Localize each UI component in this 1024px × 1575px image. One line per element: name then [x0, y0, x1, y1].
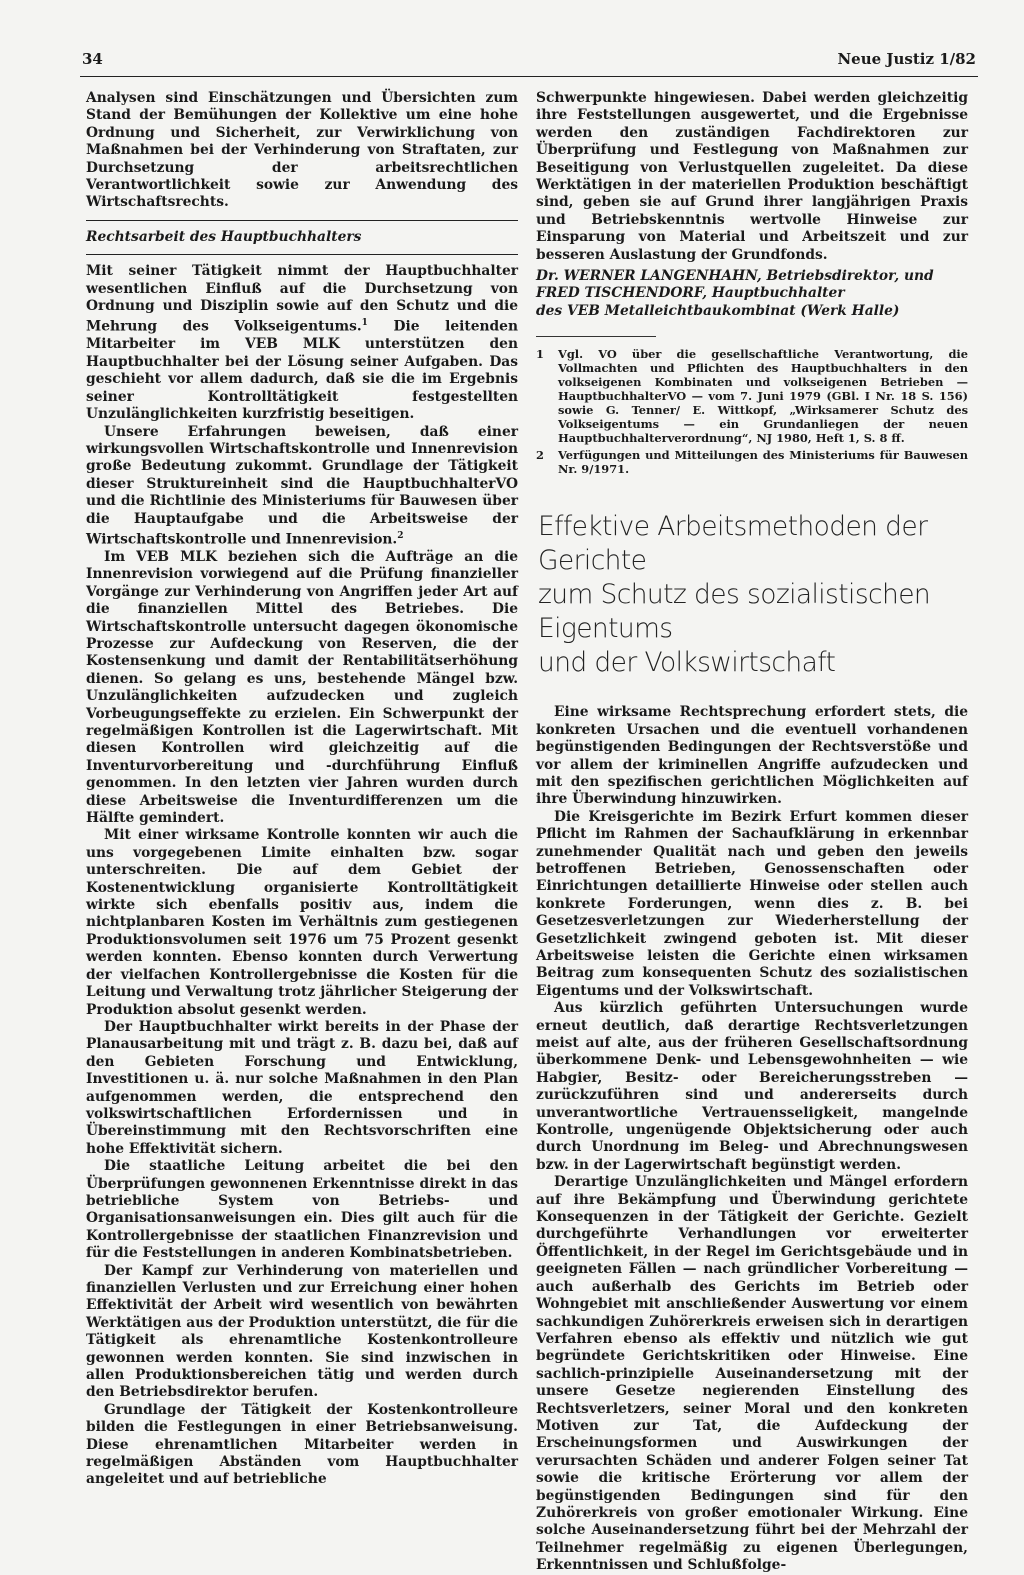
author-line: des VEB Metalleichtbaukombinat (Werk Halle)	[536, 302, 900, 319]
paragraph: Im VEB MLK beziehen sich die Aufträge an die Innenrevision vorwiegend auf die Prüfung finanzieller Vorgänge zur Verhinderung von Angriffen jeder Art auf die finanziellen Mittel des Betriebes. Die Wirtschaftskontrolle untersucht dagegen ökonomische Prozesse zur Aufdeckung von Reserven, die der Kostensenkung und damit der Rentabilitätserhöhung dienen. So gelang es uns, bestehende Mängel bzw. Unzulänglichkeiten aufzudecken und zugleich Vorbeugungseffekte zu erzielen. Ein Schwerpunkt der regelmäßigen Kontrollen ist die Lagerwirtschaft. Mit diesen Kontrollen wird gleichzeitig auf die Inventurvorbereitung und -durchführung Einfluß genommen. In den letzten vier Jahren wurden durch diese Arbeitsweise die Inventurdifferenzen um die Hälfte gemindert.	[86, 548, 518, 827]
section-rule-bottom	[86, 254, 518, 255]
paragraph-text: Die leitenden Mitarbeiter im VEB MLK unterstützen den Hauptbuchhalter bei der Lösung seiner Aufgaben. Das geschieht vor allem dadurch, daß sie die im Ergebnis seiner Kontrolltätigkeit festgestellten Unzulänglichkeiten kurzfristig beseitigen.	[86, 319, 518, 423]
paragraph: Die Kreisgerichte im Bezirk Erfurt kommen dieser Pflicht im Rahmen der Sachaufklärung in erkennbar zunehmender Qualität nach und geben den jeweils betroffenen Betrieben, Genossenschaften oder Einrichtungen detaillierte Hinweise oder stellen auch konkrete Forderungen, wenn dies z. B. bei Gesetzesverletzungen zur Wiederherstellung der Gesetzlichkeit zwingend geboten ist. Mit dieser Arbeitsweise leisten die Gerichte einen wirksamen Beitrag zum konsequenten Schutz des sozialistischen Eigentums und der Volkswirtschaft.	[536, 808, 968, 999]
journal-reference: Neue Justiz 1/82	[837, 50, 976, 68]
footnote-text: Verfügungen und Mitteilungen des Ministeriums für Bauwesen Nr. 9/1971.	[558, 448, 968, 477]
paragraph: Aus kürzlich geführten Untersuchungen wurde erneut deutlich, daß derartige Rechtsverletzungen meist auf alte, aus der früheren Gesellschaftsordnung überkommene Denk- und Lebensgewohnheiten — wie Habgier, Besitz- oder Bereicherungsstreben — zurückzuführen sind und andererseits durch unverantwortliche Vertrauensseligkeit, mangelnde Kontrolle, ungenügende Objektsicherung oder auch durch Unordnung im Beleg- und Abrechnungswesen bzw. in der Lagerwirtschaft begünstigt werden.	[536, 1000, 968, 1173]
paragraph: Die staatliche Leitung arbeitet die bei den Überprüfungen gewonnenen Erkenntnisse direkt in das betriebliche System von Betriebs- und Organisationsanweisungen ein. Dies gilt auch für die Kontrollergebnisse der staatlichen Finanzrevision und für die Feststellungen in anderen Kombinatsbetrieben.	[86, 1158, 518, 1262]
author-line: FRED TISCHENDORF, Hauptbuchhalter	[536, 285, 845, 302]
footnote	[536, 347, 968, 445]
paragraph: Eine wirksame Rechtsprechung erfordert stets, die konkreten Ursachen und die eventuell vorhandenen begünstigenden Bedingungen der Rechtsverstöße und vor allem der kriminellen Angriffe aufzudecken und mit den spezifischen gerichtlichen Möglichkeiten auf ihre Überwindung hinzuwirken.	[536, 704, 968, 808]
footnote-number: 2	[536, 448, 544, 463]
header-rule	[80, 76, 978, 77]
intro-paragraph: Analysen sind Einschätzungen und Übersichten zum Stand der Bemühungen der Kollektive um eine hohe Ordnung und Sicherheit, zur Verwirklichung von Maßnahmen bei der Verhinderung von Straftaten, zur Durchsetzung der arbeitsrechtlichen Verantwortlichkeit sowie zur Anwendung des Wirtschaftsrechts.	[86, 90, 518, 211]
paragraph: Grundlage der Tätigkeit der Kostenkontrolleure bilden die Festlegungen in einer Betriebsanweisung. Diese ehrenamtlichen Mitarbeiter werden in regelmäßigen Abständen vom Hauptbuchhalter angeleitet und auf betriebliche	[86, 1401, 518, 1488]
article-title-line: zum Schutz des sozialistischen Eigentums	[538, 579, 931, 645]
left-column	[86, 90, 518, 1489]
paragraph-text: Mit seiner Tätigkeit nimmt der Hauptbuchhalter wesentlichen Einfluß auf die Durchsetzung von Ordnung und Disziplin sowie auf den Schutz und die Mehrung des Volkseigentums.	[86, 263, 518, 336]
paragraph	[86, 424, 518, 549]
paragraph: Der Hauptbuchhalter wirkt bereits in der Phase der Planausarbeitung mit und trägt z. B. dazu bei, daß auf den Gebieten Forschung und Entwicklung, Investitionen u. ä. nur solche Maßnahmen in den Plan aufgenommen werden, die entsprechend den volkswirtschaftlichen Erfordernissen und in Übereinstimmung mit den Rechtsvorschriften eine hohe Effektivität sichern.	[86, 1018, 518, 1157]
footnote-rule	[536, 336, 656, 337]
footnote-ref: 1	[361, 318, 368, 329]
paragraph-text: Unsere Erfahrungen beweisen, daß einer wirkungsvollen Wirtschaftskontrolle und Innenrevision große Bedeutung zukommt. Grundlage der Tätigkeit dieser Struktureinheit sind die HauptbuchhalterVO und die Richtlinie des Ministeriums für Bauwesen über die Hauptaufgabe und die Arbeitsweise der Wirtschaftskontrolle und Innenrevision.	[86, 423, 518, 548]
paragraph	[86, 263, 518, 423]
footnote-ref: 2	[397, 530, 404, 541]
article-title-line: und der Volkswirtschaft	[538, 647, 836, 679]
article-title-line: Effektive Arbeitsmethoden der Gerichte	[538, 511, 928, 577]
paragraph: Mit einer wirksame Kontrolle konnten wir auch die uns vorgegebenen Limite einhalten bzw. sogar unterschreiten. Die auf dem Gebiet der Kostenentwicklung organisierte Kontrolltätigkeit wirkte sich ebenfalls positiv aus, indem die nichtplanbaren Kosten im Verhältnis zum gestiegenen Produktionsvolumen seit 1976 um 75 Prozent gesenkt werden konnten. Ebenso konnten durch Verwertung der vielfachen Kontrollergebnisse die Kosten für die Leitung und Verwaltung trotz jährlicher Steigerung der Produktion absolut gesenkt werden.	[86, 827, 518, 1018]
footnote	[536, 448, 968, 476]
section-heading: Rechtsarbeit des Hauptbuchhalters	[86, 228, 362, 245]
author-block	[536, 268, 968, 320]
right-column	[536, 90, 968, 1575]
section-rule-top	[86, 220, 518, 221]
footnote-number: 1	[536, 347, 544, 362]
author-line: Dr. WERNER LANGENHAHN, Betriebsdirektor, und	[536, 268, 934, 285]
paragraph-continuation: Schwerpunkte hingewiesen. Dabei werden gleichzeitig ihre Feststellungen ausgewertet, und die Ergebnisse werden den zuständigen Fachdirektoren zur Überprüfung und Festlegung von Maßnahmen zur Beseitigung von Verlustquellen zugeleitet. Da diese Werktätigen in der materiellen Produktion beschäftigt sind, geben sie auf Grund ihrer langjährigen Praxis und Betriebskenntnis wertvolle Hinweise zur Einsparung von Material und Arbeitszeit und zur besseren Auslastung der Grundfonds.	[536, 90, 968, 263]
paragraph: Der Kampf zur Verhinderung von materiellen und finanziellen Verlusten und zur Erreichung einer hohen Effektivität der Arbeit wird wesentlich von bewährten Werktätigen aus der Produktion unterstützt, die für die Tätigkeit als ehrenamtliche Kostenkontrolleure gewonnen werden konnten. Sie sind inzwischen in allen Produktionsbereichen tätig und werden durch den Betriebsdirektor berufen.	[86, 1262, 518, 1401]
paragraph: Derartige Unzulänglichkeiten und Mängel erfordern auf ihre Bekämpfung und Überwindung gerichtete Konsequenzen in der Tätigkeit der Gerichte. Gezielt durchgeführte Verhandlungen vor erweiterter Öffentlichkeit, in der Regel im Gerichtsgebäude und in geeigneten Fällen — nach gründlicher Vorbereitung — auch außerhalb des Gerichts im Betrieb oder Wohngebiet mit anschließender Auswertung vor einem sachkundigen Zuhörerkreis erweisen sich in derartigen Verfahren ebenso als effektiv und nützlich wie gut begründete Gerichtskritiken oder Hinweise. Eine sachlich-prinzipielle Auseinandersetzung mit der unsere Gesetze negierenden Einstellung des Rechtsverletzers, seiner Moral und den konkreten Motiven zur Tat, die Aufdeckung der Erscheinungsformen und Auswirkungen der verursachten Schäden und anderer Folgen seiner Tat sowie die kritische Erörterung vor allem der begünstigenden Bedingungen sind für den Zuhörerkreis von großer emotionaler Wirkung. Eine solche Auseinandersetzung führt bei der Mehrzahl der Teilnehmer regelmäßig zu eigenen Überlegungen, Erkenntnissen und Schlußfolge-	[536, 1174, 968, 1574]
footnote-text: Vgl. VO über die gesellschaftliche Verantwortung, die Vollmachten und Pflichten des Hauptbuchhalters in den volkseigenen Kombinaten und volkseigenen Betrieben — HauptbuchhalterVO — vom 7. Juni 1979 (GBl. I Nr. 18 S. 156) sowie G. Tenner/ E. Wittkopf, „Wirksamerer Schutz des Volkseigentums — ein Grundanliegen der neuen Hauptbuchhalterverordnung“, NJ 1980, Heft 1, S. 8 ff.	[558, 347, 968, 446]
article-title	[538, 510, 968, 680]
page-number: 34	[82, 50, 103, 68]
